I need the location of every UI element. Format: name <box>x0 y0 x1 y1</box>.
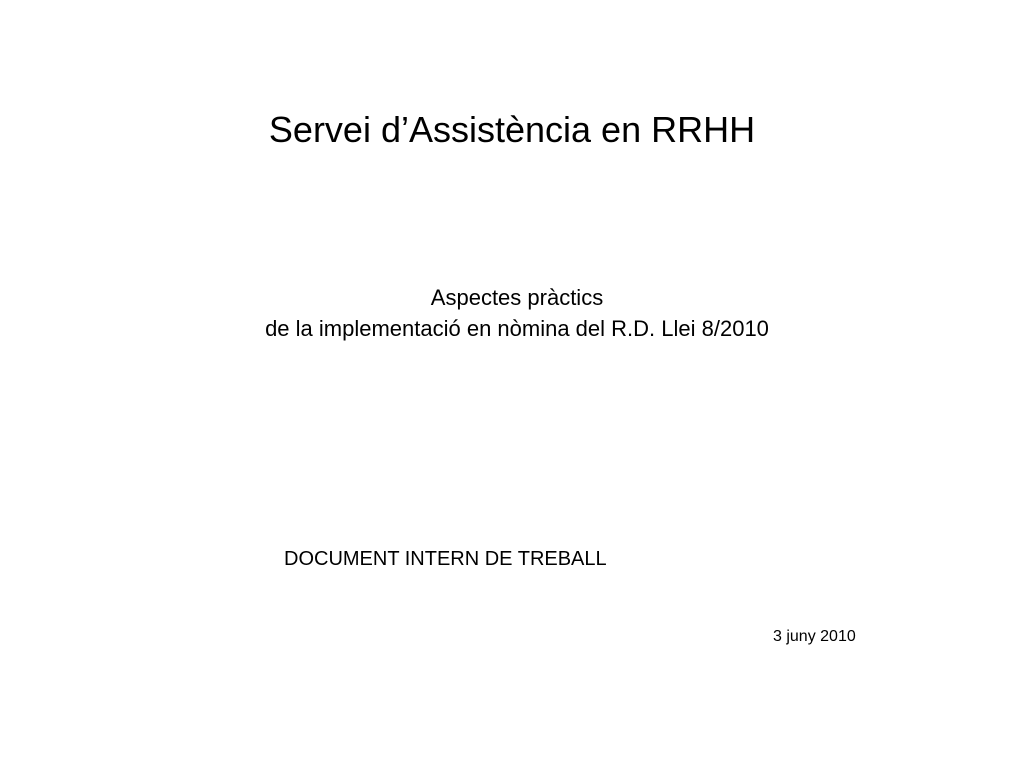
subtitle-line-2: de la implementació en nòmina del R.D. Llei 8/2010 <box>265 316 769 341</box>
slide-subtitle <box>0 282 1024 344</box>
document-date: 3 juny 2010 <box>773 628 856 645</box>
document-type-label: DOCUMENT INTERN DE TREBALL <box>284 548 607 570</box>
subtitle-line-1: Aspectes pràctics <box>430 285 604 310</box>
slide-title: Servei d’Assistència en RRHH <box>268 109 756 150</box>
